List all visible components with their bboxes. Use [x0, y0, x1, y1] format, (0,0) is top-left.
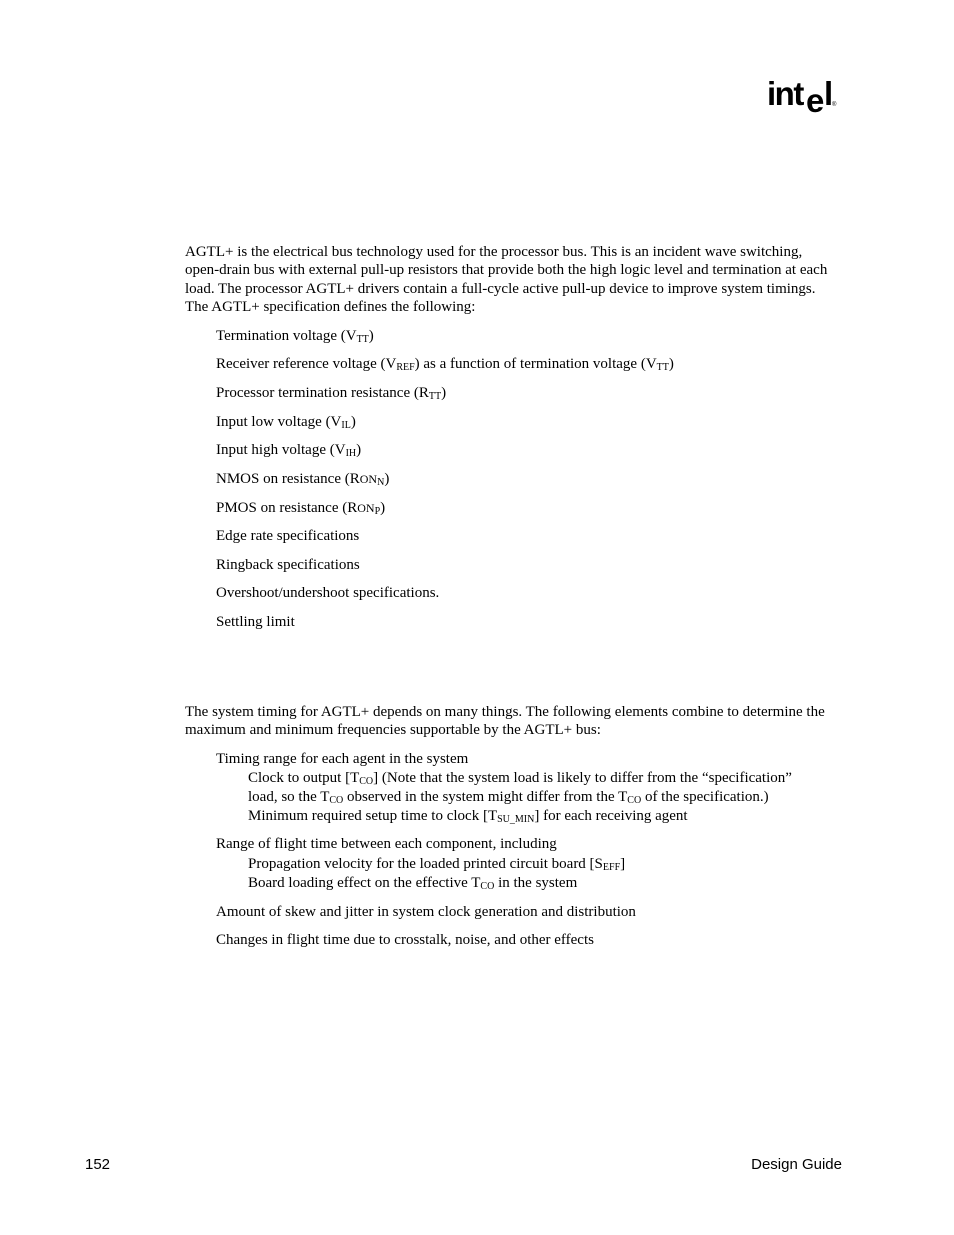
timing-subitem: Board loading effect on the effective TCO in the system [248, 875, 578, 892]
spec-item: Settling limit [216, 614, 295, 630]
logo-trademark: ® [832, 102, 837, 108]
spec-item: Edge rate specifications [216, 528, 360, 544]
logo-wordmark-e: e [806, 82, 825, 116]
timing-paragraph: The system timing for AGTL+ depends on many things. The following elements combine to determine the maximum and minimum frequencies supportable by the AGTL+ bus: [185, 704, 825, 739]
timing-subitem: Minimum required setup time to clock [TSU_MIN] for each receiving agent [248, 808, 688, 825]
document-title: Design Guide [751, 1156, 842, 1173]
timing-subitem: Propagation velocity for the loaded printed circuit board [SEFF] [248, 856, 626, 873]
spec-item: Overshoot/undershoot specifications. [216, 585, 440, 601]
timing-item: Amount of skew and jitter in system clock generation and distribution [216, 904, 636, 920]
timing-subitem-continued: load, so the TCO observed in the system might differ from the TCO of the specification.) [248, 789, 769, 806]
page-number: 152 [85, 1156, 111, 1173]
spec-item: Input high voltage (VIH) [216, 442, 362, 459]
logo-wordmark: int [767, 75, 803, 112]
spec-item: Ringback specifications [216, 557, 360, 573]
timing-item: Timing range for each agent in the system [216, 751, 469, 767]
intel-logo [766, 74, 838, 116]
spec-item: Input low voltage (VIL) [216, 414, 356, 431]
spec-item: Processor termination resistance (RTT) [216, 385, 447, 402]
timing-item: Range of flight time between each component, including [216, 836, 557, 852]
intro-paragraph: AGTL+ is the electrical bus technology used for the processor bus. This is an incident wave switching, open-drain bus with external pull-up resistors that provide both the high logic level and termination at each load. The processor AGTL+ drivers contain a full-cycle active pull-up device to improve system timings. The AGTL+ specification defines the following: [185, 244, 828, 315]
spec-item: Receiver reference voltage (VREF) as a function of termination voltage (VTT) [216, 356, 674, 373]
logo-wordmark-l: l [824, 75, 834, 112]
spec-item: PMOS on resistance (RONP) [216, 500, 386, 517]
spec-item: Termination voltage (VTT) [216, 328, 374, 345]
spec-item: NMOS on resistance (RONN) [216, 471, 390, 488]
timing-item: Changes in flight time due to crosstalk, noise, and other effects [216, 932, 594, 948]
timing-subitem: Clock to output [TCO] (Note that the system load is likely to differ from the “specification” [248, 770, 792, 787]
